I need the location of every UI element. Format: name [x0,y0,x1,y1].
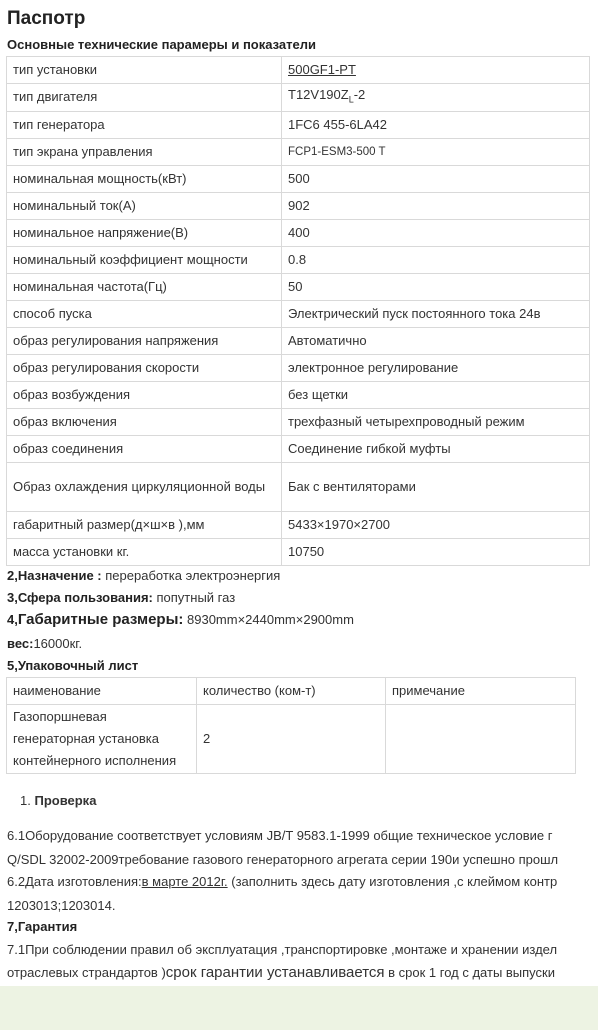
section-packing [7,657,138,675]
warranty-emphasis: срок гарантии устанавливается [165,964,385,981]
spec-key: способ пуска [7,300,282,327]
spec-key: образ регулирования напряжения [7,327,282,354]
spec-value-subscript: L [348,94,354,105]
spec-value: без щетки [282,381,590,408]
table-row [7,246,590,273]
footer-panel [0,986,598,1030]
spec-key: образ включения [7,408,282,435]
packing-table [6,677,576,774]
spec-value: 500 [282,165,590,192]
spec-key: номинальное напряжение(В) [7,219,282,246]
spec-value: Бак с вентиляторами [282,462,590,511]
spec-key: масса установки кг. [7,538,282,565]
paragraph-7-1-line-2 [7,964,555,982]
spec-value: 5433×1970×2700 [282,511,590,538]
table-row [7,84,590,112]
spec-value: трехфазный четырехпроводный режим [282,408,590,435]
spec-key: номинальная частота(Гц) [7,273,282,300]
spec-value [282,57,590,84]
table-row [7,57,590,84]
section-dimensions [7,611,354,629]
section-usage [7,589,235,607]
spec-value-text: 500GF1-PT [288,62,356,77]
section-label: Габаритные размеры: [17,611,184,628]
spec-value: Соединение гибкой муфты [282,435,590,462]
spec-key: тип экрана управления [7,138,282,165]
table-cell [386,705,576,774]
section-warranty [7,918,77,936]
paragraph-text: отраслевых страндартов ) [7,965,166,980]
spec-value-text: T12V190Z [288,87,349,102]
table-row [7,300,590,327]
spec-key: тип установки [7,57,282,84]
paragraph-7-1-line-1: 7.1При соблюдении правил об эксплуатация ,транспортировке ,монтаже и хранении издел [7,942,558,957]
spec-key: номинальная мощность(кВт) [7,165,282,192]
column-header: наименование [7,678,197,705]
table-row [7,462,590,511]
table-row [7,381,590,408]
section-text: 8930mm×2440mm×2900mm [183,612,354,627]
spec-key: габаритный размер(д×ш×в ),мм [7,511,282,538]
table-row [7,219,590,246]
spec-value: 902 [282,192,590,219]
specs-table [6,56,590,566]
specs-subtitle: Основные технические парамеры и показатели [7,37,317,52]
table-row [7,354,590,381]
paragraph-6-1-line-1: 6.1Оборудование соответствует условиям JB/T 9583.1-1999 общие техническое условие г [7,828,553,843]
section-label: вес: [7,636,34,651]
section-text: попутный газ [152,590,236,605]
paragraph-text: (заполнить здесь дату изготовления ,с клеймом контр [227,874,558,889]
table-row [7,408,590,435]
section-purpose [7,567,280,585]
spec-value: 50 [282,273,590,300]
table-row [7,327,590,354]
table-cell: 2 [197,705,386,774]
table-header-row [7,678,576,705]
spec-value: Автоматично [282,327,590,354]
column-header: количество (ком-т) [197,678,386,705]
manufacture-date: в марте 2012г. [141,874,228,889]
spec-key: Образ охлаждения циркуляционной воды [7,462,282,511]
spec-value [282,84,590,112]
table-row [7,705,576,774]
table-row [7,538,590,565]
spec-value: 1FC6 455-6LA42 [282,111,590,138]
paragraph-text: в срок 1 год с даты выпуски [384,965,555,980]
table-row [7,273,590,300]
spec-value: Электрический пуск постоянного тока 24в [282,300,590,327]
spec-key: образ соединения [7,435,282,462]
table-row [7,435,590,462]
spec-key: образ возбуждения [7,381,282,408]
section-weight [7,635,82,653]
spec-value-suffix: -2 [353,87,366,102]
section-text: 16000кг. [33,636,83,651]
section-text: переработка электроэнергия [101,568,281,583]
paragraph-6-2-line-1 [7,873,557,891]
spec-key: номинальный ток(А) [7,192,282,219]
section-label: 2,Назначение : [7,568,102,583]
paragraph-6-1-line-2: Q/SDL 32002-2009требование газового генераторного агрегата серии 190и успешно прошл [7,852,559,867]
section-check [20,792,96,810]
table-row [7,111,590,138]
spec-value: 10750 [282,538,590,565]
spec-key: номинальный коэффициент мощности [7,246,282,273]
column-header: примечание [386,678,576,705]
table-cell: Газопоршневая генераторная установка контейнерного исполнения [7,705,197,774]
paragraph-text: 6.2Дата изготовления: [7,874,142,889]
table-row [7,165,590,192]
spec-key: тип двигателя [7,84,282,112]
section-label: 7,Гарантия [7,919,78,934]
spec-value: FCP1-ESM3-500 T [282,138,590,165]
section-number: 4, [7,612,18,627]
paragraph-6-2-line-2: 1203013;1203014. [7,898,116,913]
list-number: 1. [20,793,31,808]
table-row [7,511,590,538]
section-label: 5,Упаковочный лист [7,658,139,673]
spec-value: 400 [282,219,590,246]
spec-value: электронное регулирование [282,354,590,381]
spec-value: 0.8 [282,246,590,273]
table-row [7,192,590,219]
table-row [7,138,590,165]
page-title: Паспотр [7,8,86,29]
spec-key: образ регулирования скорости [7,354,282,381]
spec-key: тип генератора [7,111,282,138]
section-label: Проверка [34,793,97,808]
section-label: 3,Сфера пользования: [7,590,153,605]
